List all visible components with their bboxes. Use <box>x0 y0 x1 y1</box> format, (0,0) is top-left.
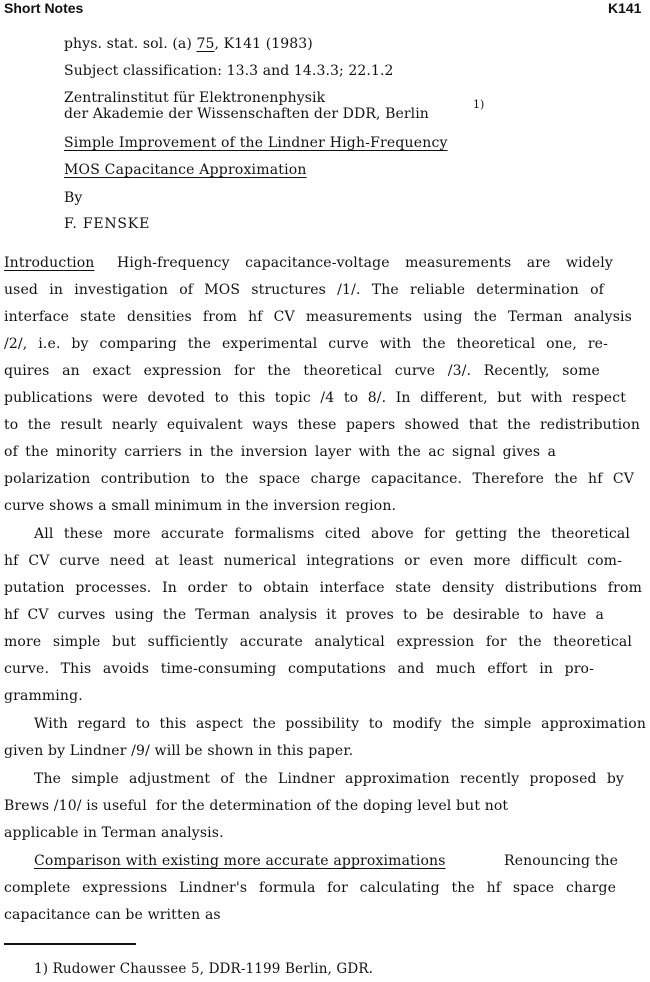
text-line: applicable in Terman analysis. <box>4 825 224 841</box>
subject-classification: Subject classification: 13.3 and 14.3.3; 22.1.2 <box>64 63 394 79</box>
footnote-divider <box>4 943 136 945</box>
text-line: Brews /10/ is useful for the determination of the doping level but not <box>4 798 509 814</box>
text-line: more simple but sufficiently accurate analytical expression for the theoretical <box>4 634 632 650</box>
section-heading-introduction: Introduction <box>4 255 95 271</box>
citation-line <box>64 36 313 52</box>
text-line: High-frequency capacitance-voltage measurements are widely <box>117 255 613 271</box>
text-line: gramming. <box>4 688 83 704</box>
text-line: curve shows a small minimum in the inversion region. <box>4 498 397 514</box>
byline-by: By <box>64 190 83 206</box>
text-line: used in investigation of MOS structures /1/. The reliable determination of <box>4 282 604 298</box>
institution-line-2 <box>64 106 429 122</box>
text-line: curve. This avoids time-consuming computations and much effort in pro- <box>4 661 594 677</box>
text-line: All these more accurate formalisms cited above for getting the theoretical <box>34 526 630 542</box>
footnote-marker: 1) <box>473 98 485 111</box>
title-line-1: Simple Improvement of the Lindner High-Frequency <box>64 135 448 151</box>
text-line: given by Lindner /9/ will be shown in this paper. <box>4 743 354 759</box>
text-line: /2/, i.e. by comparing the experimental curve with the theoretical one, re- <box>4 336 608 352</box>
title-line-2: MOS Capacitance Approximation <box>64 162 307 178</box>
text-line: The simple adjustment of the Lindner approximation recently proposed by <box>34 771 624 787</box>
text-line: to the result nearly equivalent ways these papers showed that the redistribution <box>4 417 640 433</box>
text-line: hf CV curves using the Terman analysis it proves to be desirable to have a <box>4 607 604 623</box>
journal-suffix: , K141 (1983) <box>214 36 313 52</box>
page-number: K141 <box>608 0 642 16</box>
volume-number: 75 <box>196 36 215 52</box>
section-heading-comparison: Comparison with existing more accurate approximations <box>34 853 446 869</box>
running-header-left: Short Notes <box>4 0 84 16</box>
text-line: interface state densities from hf CV measurements using the Terman analysis <box>4 309 632 325</box>
journal-prefix: phys. stat. sol. (a) <box>64 36 197 52</box>
author-name: F. FENSKE <box>64 216 151 232</box>
text-line: complete expressions Lindner's formula for calculating the hf space charge <box>4 880 616 896</box>
footnote-text: 1) Rudower Chaussee 5, DDR-1199 Berlin, GDR. <box>34 961 374 977</box>
text-line: hf CV curve need at least numerical integrations or even more difficult com- <box>4 553 622 569</box>
institution-name: der Akademie der Wissenschaften der DDR, Berlin <box>64 106 429 122</box>
text-line: capacitance can be written as <box>4 907 221 923</box>
text-line: With regard to this aspect the possibility to modify the simple approximation <box>34 716 646 732</box>
text-line: publications were devoted to this topic /4 to 8/. In different, but with respect <box>4 390 626 406</box>
text-line: Renouncing the <box>504 853 619 869</box>
text-line: of the minority carriers in the inversion layer with the ac signal gives a <box>4 444 556 460</box>
institution-line-1: Zentralinstitut für Elektronenphysik <box>64 90 326 106</box>
text-line: putation processes. In order to obtain interface state density distributions from <box>4 580 642 596</box>
text-line: quires an exact expression for the theoretical curve /3/. Recently, some <box>4 363 600 379</box>
text-line: polarization contribution to the space charge capacitance. Therefore the hf CV <box>4 471 634 487</box>
